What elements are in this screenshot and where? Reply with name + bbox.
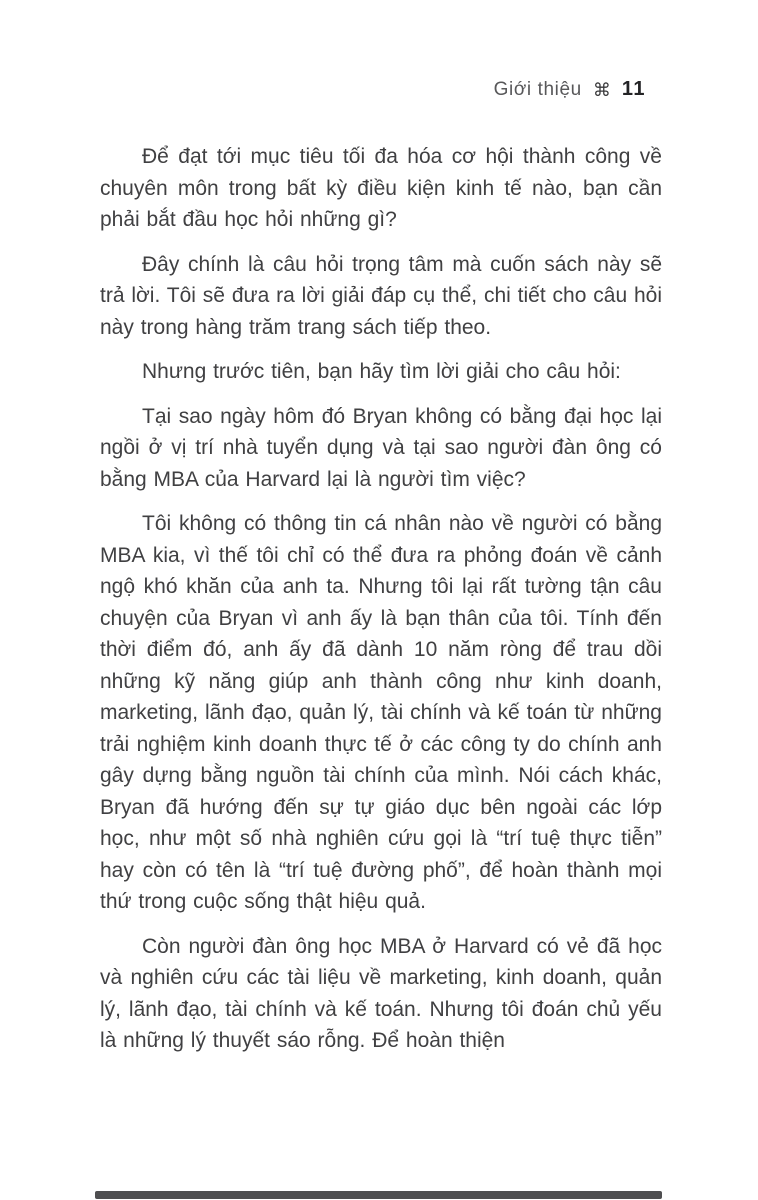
running-header [494, 78, 646, 101]
paragraph: Tại sao ngày hôm đó Bryan không có bằng đại học lại ngồi ở vị trí nhà tuyển dụng và tại sao người đàn ông có bằng MBA của Harvard lại là người tìm việc? [100, 404, 662, 491]
paragraph: Để đạt tới mục tiêu tối đa hóa cơ hội thành công về chuyên môn trong bất kỳ điều kiện kinh tế nào, bạn cần phải bắt đầu học hỏi những gì? [100, 145, 662, 231]
paragraph: Đây chính là câu hỏi trọng tâm mà cuốn sách này sẽ trả lời. Tôi sẽ đưa ra lời giải đáp cụ thể, chi tiết cho câu hỏi này trong hàng trăm trang sách tiếp theo. [100, 252, 662, 339]
reader-progress-bar[interactable] [95, 1191, 662, 1199]
chapter-title: Giới thiệu [493, 79, 582, 100]
paragraph: Tôi không có thông tin cá nhân nào về người có bằng MBA kia, vì thế tôi chỉ có thể đưa ra phỏng đoán về cảnh ngộ khó khăn của anh ta. Nhưng tôi lại rất tường tận câu chuyện của Bryan vì anh ấy là bạn thân của tôi. Tính đến thời điểm đó, anh ấy đã dành 10 năm ròng để trau dồi những kỹ năng giúp anh thành công như kinh doanh, marketing, lãnh đạo, quản lý, tài chính và kế toán từ những trải nghiệm kinh doanh thực tế ở các công ty do chính anh gây dựng bằng nguồn tài chính của mình. Nói cách khác, Bryan đã hướng đến sự tự giáo dục bên ngoài các lớp học, như một số nhà nghiên cứu gọi là “trí tuệ thực tiễn” hay còn có tên là “trí tuệ đường phố”, để hoàn thành mọi thứ trong cuộc sống thật hiệu quả. [100, 512, 662, 913]
body-text [100, 141, 662, 1070]
paragraph: Nhưng trước tiên, bạn hãy tìm lời giải cho câu hỏi: [142, 360, 621, 383]
command-ornament-icon: ⌘ [592, 80, 611, 101]
paragraph: Còn người đàn ông học MBA ở Harvard có vẻ đã học và nghiên cứu các tài liệu về marketing, kinh doanh, quản lý, lãnh đạo, tài chính và kế toán. Nhưng tôi đoán chủ yếu là những lý thuyết sáo rỗng. Để hoàn thiện [100, 934, 662, 1052]
page-number: 11 [621, 78, 646, 100]
